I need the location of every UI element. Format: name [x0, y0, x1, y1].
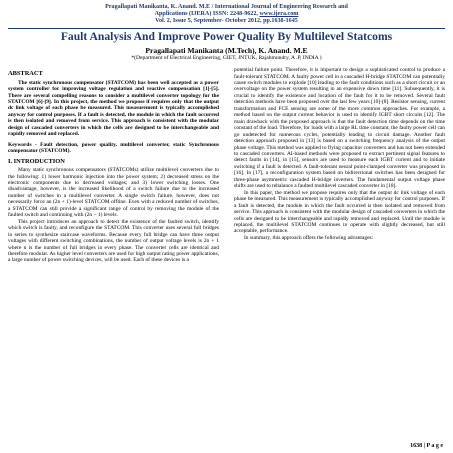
journal-header	[8, 4, 445, 26]
right-column	[234, 67, 445, 264]
body-paragraph-1: potential failure point. Therefore, it is important to design a sophisticated control to produce a fault-tolerant STATCOM. A faulty power cell in a cascaded H-bridge STATCOM can potentially cause switch modules to explode [10] leading to the fault conditions such as a short circuit or an overvoltage on the power system resulting in an expensive down time [11]. Subsequently, it is crucial to identify the existence and location of the fault for it to be removed. Several fault detection methods have been proposed over the last few years [10]-[8]. Resistor sensing, current transformation and FCE sensing are some of the more common approaches. For example, a method based on the output current behavior is used to identify IGBT short circuits [12]. The main drawback with the proposed approach is that the fault detection time depends on the time constant of the load. Therefore, for loads with a large RL time constant, the faulty power cell can go undetected for numerous cycles, potentially leading to circuit damage. Another fault detection approach proposed in [13] is based on a switching frequency analysis of the output phase voltage. This method was applied to flying capacitor converters and has not been extended to cascaded converters. AI-based methods were proposed to extract pertinent signal features to detect faults in [14], in [15], sensors are used to measure each IGBT current and to initiate switching if a fault is detected. A fault-tolerant neural point-clamped converter was proposed in [16]. In [17], a reconfiguration system based on bidirectional switches has been designed for three-phase asymmetric cascaded H-bridge inverters. The fundamental output voltage phase shifts are used to rebalance a faulted multilevel cascaded converter in [18].	[234, 67, 445, 190]
keywords-text: - Fault detection, power quality, multilevel converter, static Synchronous compensator (STATCOM).	[8, 141, 220, 155]
journal-header-line1: Pragallapati Manikanta, K. Anand. M.E / International Journal of Engineering Research and	[105, 4, 348, 10]
two-column-body	[8, 67, 445, 264]
intro-paragraph-1: Many static synchronous compensators (STATCOMs) utilize multilevel converters due to the following: 1) lower harmonic injection into the power system; 2) decreased stress on the electronic components due to decreased voltages; and 3) lower switching losses. One disadvantage, however, is the increased likelihood of a switch failure due to the increased number of switches in a multilevel converter. A single switch failure, however, does not necessarily force an (2n + 1)-level STATCOM offline. Even with a reduced number of switches, a STATCOM can still provide a significant range of control by removing the module of the faulted switch and continuing with (2n − 1) levels.	[8, 167, 219, 219]
abstract-heading: ABSTRACT	[8, 70, 43, 78]
body-paragraph-3: In summary, this approach offers the following advantages:	[244, 234, 374, 241]
journal-header-line3: Vol. 2, Issue 5, September- October 2012, pp.1638-1645	[155, 18, 298, 25]
journal-issn: Applications (IJERA) ISSN: 2248-9622	[154, 11, 257, 18]
page-number: 1638 | P a g e	[410, 443, 443, 449]
journal-url-link[interactable]: www.ijera.com	[259, 11, 299, 18]
keywords-heading: Keywords	[8, 141, 32, 148]
left-column	[8, 67, 219, 264]
paper-affiliation: *(Department of Electrical Engineering, GIET, JNTUK, Rajahmundry, A .P, INDIA )	[131, 55, 322, 62]
paper-title: Fault Analysis And Improve Power Quality By Multilevel Statcoms	[60, 29, 393, 43]
abstract-text: The static synchronous compensator (STATCOM) has been well accepted as a power system controller for improving voltage regulation and reactive compensation [1]-[5]. There are several compelling reasons to consider a multilevel converter topology for the STATCOM [6]-[9]. In this project, the method we propose if requires only that the output dc link voltage of each phase be measured. This measurement is typically accomplished anyway for control purposes. If a fault is detected, the module in which the fault occurred is then isolated and removed from service. This approach is consistent with the modular design of cascaded converters in which the cells are designed to be interchangeable and rapidly removed and replaced.	[8, 79, 219, 138]
keywords-paragraph	[8, 142, 219, 155]
journal-header-line2: Applications (IJERA) ISSN: 2248-9622, www.ijera.com	[154, 11, 299, 18]
intro-paragraph-2: This project introduces an approach to detect the existence of the faulted switch, identify which switch is faulty, and reconfigure the STATCOM. This converter uses several full bridges in series to synthesize staircase waveforms. Because every full bridge can have three output voltages with different switching combinations, the number of output voltage levels is 2n + 1 where n is the number of full bridges in every phase. The converter cells are identical and therefore modular. As higher level converters are used for high output rating power applications, a large number of power switching devices, will be used. Each of these devices is a	[8, 218, 219, 264]
paper-authors: Pragallapati Manikanta (M.Tech), K. Anand. M.E	[145, 46, 308, 56]
body-paragraph-2: In this paper, the method we propose requires only that the output dc link voltage of each phase be measured. This measurement is typically accomplished anyway for control purposes. If a fault is detected, the module in which the fault occurred is then isolated and removed from service. This approach is consistent with the modular design of cascaded converters in which the cells are designed to be interchangeable and rapidly removed and replaced. Until the module is replaced, the multilevel STATCOM continues to operate with slightly decreased, but still acceptable, performance.	[234, 189, 445, 235]
header-divider	[8, 28, 445, 29]
introduction-heading: I. INTRODUCTION	[8, 157, 65, 165]
